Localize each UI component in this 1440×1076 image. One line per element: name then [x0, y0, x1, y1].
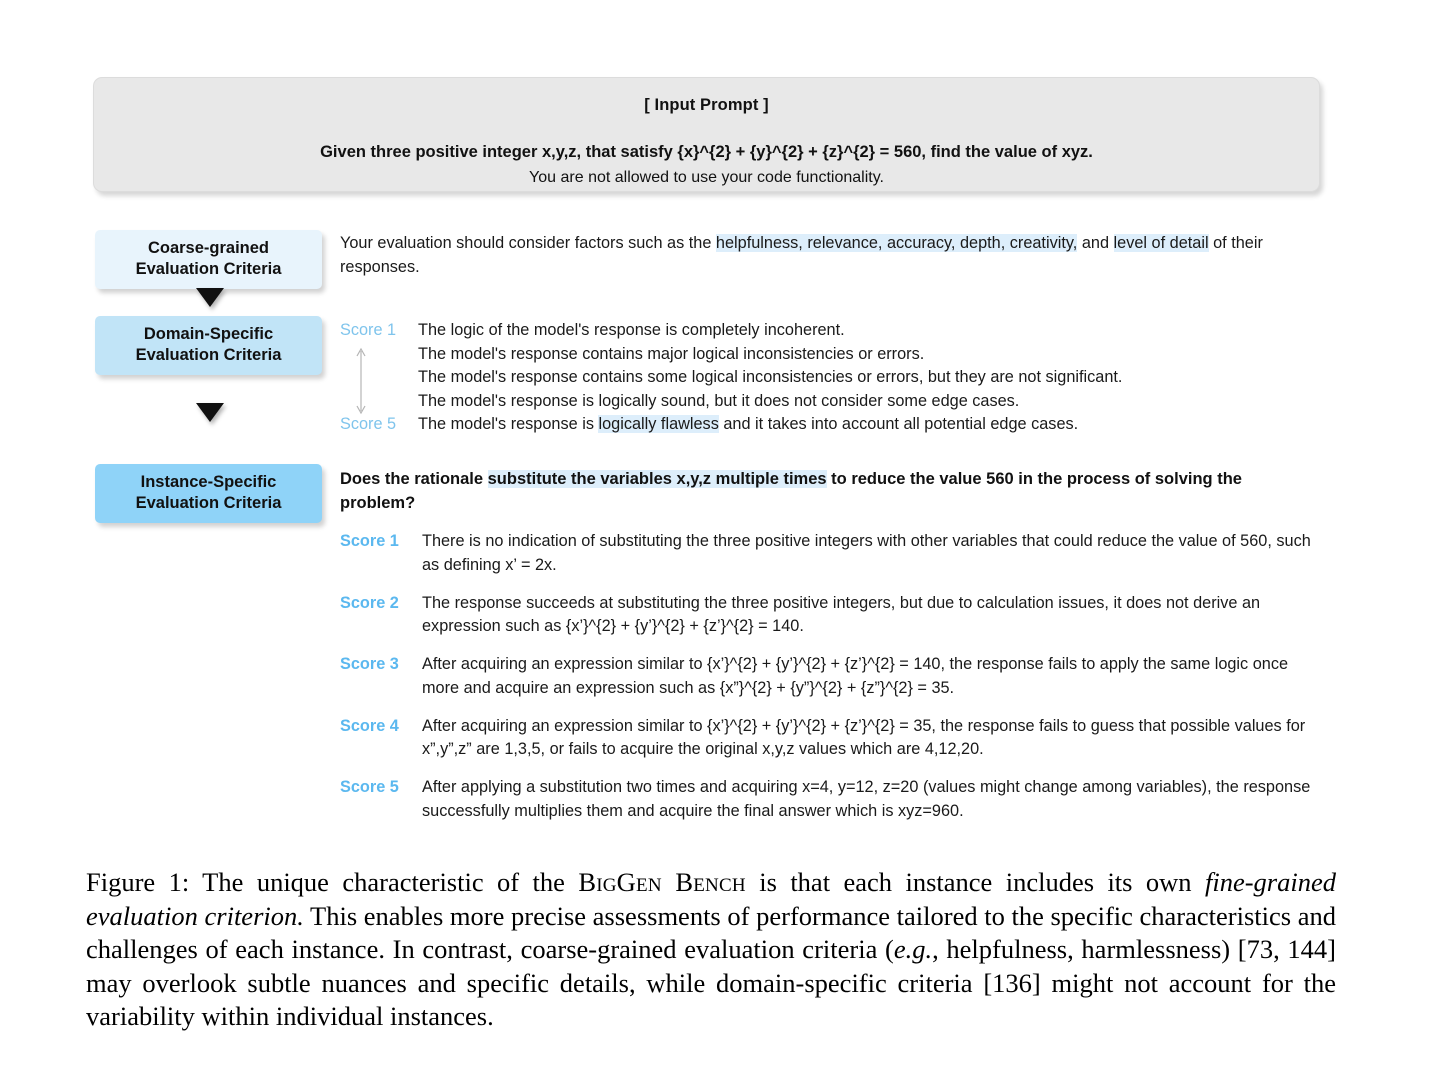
instance-question-suffix: to reduce the value 560 in the process of solving the problem?	[340, 470, 1242, 512]
criteria-box-coarse-grained-line2: Evaluation Criteria	[135, 260, 282, 278]
domain-score-row-5	[340, 413, 1300, 437]
coarse-highlight-level-of-detail: level of detail	[1113, 234, 1209, 252]
instance-score-row-5	[340, 776, 1325, 823]
instance-score-row-2	[340, 592, 1325, 639]
instance-score-label-4: Score 4	[340, 716, 399, 735]
instance-score-text-4: After acquiring an expression similar to {x’}^{2} + {y’}^{2} + {z’}^{2} = 35, the response fails to guess that possible values for x”,y”,z” are 1,3,5, or fails to acquire the original x,y,z values which are 4,12,20.	[422, 716, 1306, 758]
caption-italic-criterion: fine-grained evaluation criterion.	[86, 867, 1336, 931]
domain-score-label-1: Score 1	[340, 321, 397, 339]
instance-score-row-1	[340, 530, 1325, 577]
domain-score-5-suffix: and it takes into account all potential edge cases.	[718, 415, 1079, 433]
domain-score-text-2: The model's response contains major logical inconsistencies or errors.	[418, 344, 925, 363]
figure-caption	[86, 866, 1336, 1034]
instance-score-text-1: There is no indication of substituting the three positive integers with other variables that could reduce the value of 560, such as defining x’ = 2x.	[422, 532, 1311, 574]
domain-score-5-highlight: logically flawless	[598, 415, 719, 433]
domain-score-row-4	[340, 390, 1300, 414]
criteria-box-domain-specific-line1: Domain-Specific	[143, 325, 274, 343]
criteria-box-instance-specific-line2: Evaluation Criteria	[135, 494, 282, 512]
input-prompt-question: Given three positive integer x,y,z, that satisfy {x}^{2} + {y}^{2} + {z}^{2} = 560, find the value of xyz.	[320, 143, 1093, 161]
caption-italic-eg: e.g.	[893, 934, 933, 964]
caption-part-4: , helpfulness, harmlessness) [73, 144] may overlook subtle nuances and specific details, while domain-specific criteria [136] might not account for the variability within individual instances.	[86, 934, 1336, 1031]
domain-score-text-5	[418, 413, 1078, 437]
criteria-box-domain-specific-line2: Evaluation Criteria	[135, 346, 282, 364]
instance-score-text-3: After acquiring an expression similar to {x’}^{2} + {y’}^{2} + {z’}^{2} = 140, the response fails to apply the same logic once more and acquire an expression such as {x”}^{2} + {y”}^{2} + {z”}^{2} = 35.	[422, 655, 1289, 697]
domain-score-row-1	[340, 319, 1300, 343]
score-range-double-arrow-icon	[354, 345, 368, 417]
caption-part-1: The unique characteristic of the	[189, 867, 579, 897]
domain-score-text-4: The model's response is logically sound, but it does not consider some edge cases.	[418, 391, 1020, 410]
input-prompt-title: [ Input Prompt ]	[644, 96, 769, 114]
criteria-box-coarse-grained	[95, 230, 322, 289]
domain-score-label-5: Score 5	[340, 415, 397, 433]
instance-score-text-2: The response succeeds at substituting the three positive integers, but due to calculation issues, it does not derive an expression such as {x’}^{2} + {y’}^{2} + {z’}^{2} = 140.	[422, 593, 1261, 635]
instance-score-label-1: Score 1	[340, 532, 399, 550]
coarse-middle: and	[1077, 234, 1114, 252]
criteria-box-instance-specific	[95, 464, 322, 523]
instance-score-label-5: Score 5	[340, 778, 399, 796]
instance-score-row-3	[340, 653, 1325, 700]
domain-score-row-2	[340, 343, 1300, 367]
arrow-down-icon-2	[196, 403, 224, 422]
criteria-box-domain-specific	[95, 316, 322, 375]
criteria-box-instance-specific-line1: Instance-Specific	[140, 473, 277, 491]
instance-score-label-3: Score 3	[340, 655, 399, 673]
input-prompt-constraint: You are not allowed to use your code functionality.	[529, 169, 884, 186]
domain-score-5-prefix: The model's response is	[418, 415, 599, 433]
input-prompt-panel	[93, 77, 1320, 192]
coarse-grained-criteria-text	[340, 232, 1275, 279]
instance-question-highlight: substitute the variables x,y,z multiple times	[487, 470, 827, 488]
caption-benchmark-name: BigGen Bench	[578, 867, 746, 897]
instance-specific-question	[340, 467, 1280, 515]
domain-score-row-3	[340, 366, 1300, 390]
instance-score-label-2: Score 2	[340, 593, 399, 612]
domain-score-text-1: The logic of the model's response is completely incoherent.	[418, 321, 845, 339]
domain-specific-score-list	[340, 319, 1300, 437]
caption-part-2: is that each instance includes its own	[745, 867, 1205, 897]
instance-score-text-5: After applying a substitution two times and acquiring x=4, y=12, z=20 (values might change among variables), the response successfully multiplies them and acquire the final answer which is xyz=960.	[422, 778, 1311, 820]
figure-label: Figure 1:	[86, 867, 190, 897]
domain-score-text-3: The model's response contains some logical inconsistencies or errors, but they are not significant.	[418, 368, 1123, 386]
criteria-box-coarse-grained-line1: Coarse-grained	[147, 239, 270, 257]
arrow-down-icon-1	[196, 288, 224, 307]
coarse-prefix: Your evaluation should consider factors such as the	[340, 234, 716, 252]
instance-question-prefix: Does the rationale	[340, 470, 488, 488]
instance-specific-score-list	[340, 530, 1325, 838]
caption-part-3: This enables more precise assessments of performance tailored to the specific characteristics and challenges of each instance. In contrast, coarse-grained evaluation criteria (	[86, 900, 1336, 964]
coarse-suffix: of their responses.	[340, 234, 1263, 276]
coarse-highlight-factors: helpfulness, relevance, accuracy, depth, creativity,	[715, 234, 1078, 252]
instance-score-row-4	[340, 715, 1325, 762]
